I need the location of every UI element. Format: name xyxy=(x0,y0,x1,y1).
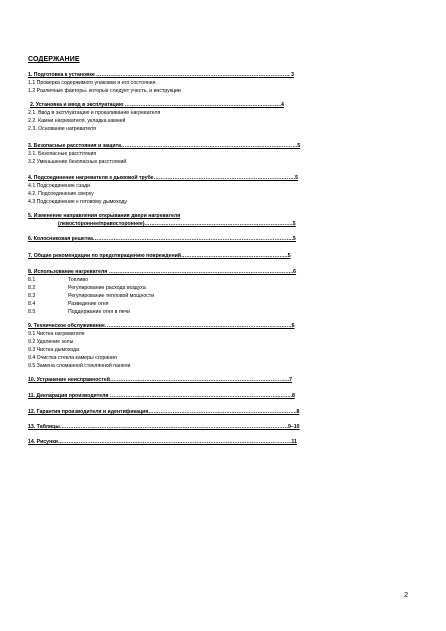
toc-entry-2-1: 2.1. Ввод в эксплуатацию и прокаливание нагревателя xyxy=(28,110,161,116)
toc-entry-3-1: 3.1. Безопасные расстояния xyxy=(28,151,97,157)
toc-num: 8.3 xyxy=(28,293,36,299)
toc-num: 8.2 xyxy=(28,285,36,291)
toc-entry-6: 6. Колосниковая решетка……………………………………………………………………………………………………..5 xyxy=(28,236,296,242)
toc-entry-12: 12. Гарантия производителя и идентификация…………………………………………………………………………..8 xyxy=(28,409,300,415)
toc-entry-3-2: 3.2 Уменьшение безопасных расстояний xyxy=(28,159,127,165)
toc-entry-8-3 xyxy=(28,293,362,300)
page-title: СОДЕРЖАНИЕ xyxy=(28,56,80,63)
toc-entry-2: 2. Установка и ввод в эксплуатацию ……………………………………………………….…….………………..4 xyxy=(30,102,284,108)
toc-entry-7: 7. Общие рекомендации по предотвращению повреждений……………………………………………………..5 xyxy=(28,253,291,259)
toc-entry-1-2: 1.2 Различные факторы, которые следует учесть, и инструкции xyxy=(28,88,181,94)
toc-entry-2-3: 2.3. Основание нагревателя xyxy=(28,126,96,132)
toc-label: Топливо xyxy=(68,277,88,283)
toc-entry-9-1: 9.1 Чистка нагревателя xyxy=(28,331,85,337)
toc-entry-8: 8. Использование нагревателя ……………………………………………………………………………………………..6 xyxy=(28,269,297,275)
toc-entry-8-4 xyxy=(28,301,362,308)
toc-entry-3: 3. Безопасные расстояния и защита…………………………………………………………………………………………5 xyxy=(28,143,301,149)
toc-entry-4: 4. Подсоединение нагревателя к дымовой трубе……………………………………………………………………….5 xyxy=(28,175,298,181)
toc-entry-9-5: 9.5 Замена сломанной стеклянной панели xyxy=(28,363,131,369)
toc-entry-1: 1. Подготовка к установке ………………………………………………………………………….……………………… 3 xyxy=(28,72,294,78)
toc-entry-4-3: 4.3 Подсоединение к готовому дымоходу xyxy=(28,199,128,205)
toc-entry-4-2: 4.2. Подсоединение сверху xyxy=(28,191,94,197)
toc-entry-9-3: 9.3 Чистка дымохода xyxy=(28,347,80,353)
toc-label: Поддержание огня в печи xyxy=(68,309,130,315)
page-number: 2 xyxy=(404,592,408,599)
toc-label: Регулирование тепловой мощности xyxy=(68,293,155,299)
toc-entry-9-2: 9.2 Удаление золы xyxy=(28,339,74,345)
toc-label: Регулирование расхода воздуха xyxy=(68,285,146,291)
toc-entry-2-2: 2.2. Камни нагревателя, укладка камней xyxy=(28,118,126,124)
toc-entry-5: 5. Изменение направления открывания двери нагревателя xyxy=(28,213,181,219)
toc-num: 8.1 xyxy=(28,277,36,283)
toc-entry-5-cont: (левостороннее/правостороннее)…………………………………………………………………………..5 xyxy=(58,221,296,227)
toc-entry-8-2 xyxy=(28,285,362,292)
toc-entry-1-1: 1.1 Проверка содержимого упаковки и его состояния xyxy=(28,80,156,86)
toc-label: Разведение огня xyxy=(68,301,109,307)
toc-num: 8.4 xyxy=(28,301,36,307)
toc-entry-14: 14. Рисунки………………………………………………………………………………………………………………………11 xyxy=(28,439,297,445)
toc-num: 8.5 xyxy=(28,309,36,315)
toc-entry-11: 11. Декларация производителя ……………………………………………………………………………………..……..8 xyxy=(28,393,295,399)
toc-entry-8-5 xyxy=(28,309,362,316)
toc-entry-9-4: 9.4 Очистка стекла камеры сгорания xyxy=(28,355,117,361)
toc-entry-4-1: 4.1 Подсоединение сзади xyxy=(28,183,91,189)
toc-entry-10: 10. Устранение неисправностей…………………………………………………………………………………………..7 xyxy=(28,377,293,383)
toc-entry-9: 9. Техническое обслуживание………………………………………………………………………………………………6 xyxy=(28,323,295,329)
toc-entry-8-1 xyxy=(28,277,362,284)
toc-entry-13: 13. Таблицы……………………………………………………………………………………………………………………9–10 xyxy=(28,424,300,430)
